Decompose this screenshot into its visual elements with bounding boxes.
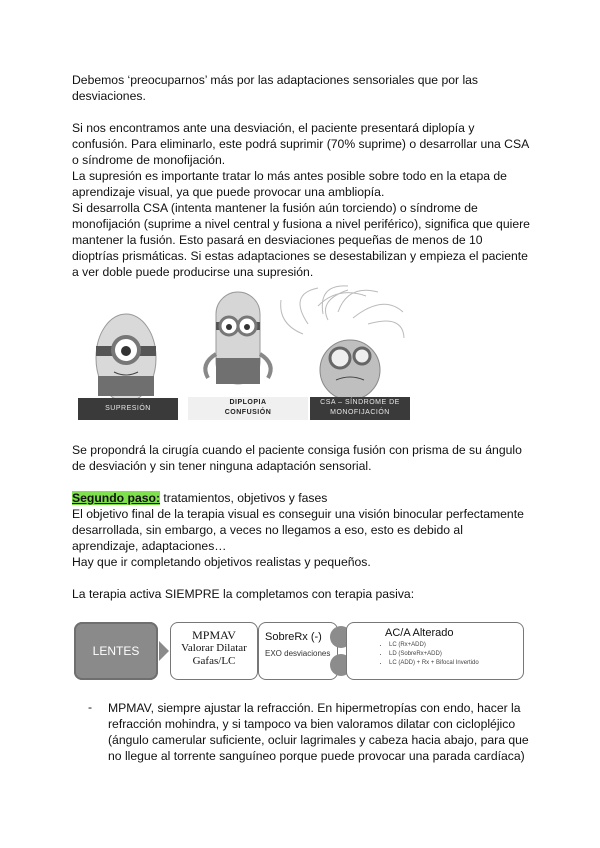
step-label: Segundo paso: [72,491,161,505]
flow-box-title: AC/A Alterado [385,627,454,639]
flow-box-sobrerx [258,622,338,680]
paragraph-text: La terapia activa SIEMPRE la completamos con terapia pasiva: [72,587,415,601]
caption-csa [310,397,410,420]
bullet-dash: - [88,700,93,714]
caption-line: MONOFIJACIÓN [330,409,390,416]
paragraph-text: Se propondrá la cirugía cuando el paciente consiga fusión con prisma de su ángulo de desviación y sin tener ninguna adaptación sensorial. [72,443,522,473]
flow-box-title: SobreRx (-) [265,631,322,643]
flow-box-lentes: LENTES [74,622,158,680]
therapy-flow-diagram [74,618,524,684]
flow-box-title: MPMAV [192,628,236,642]
paragraph-text: Si desarrolla CSA (intenta mantener la fusión aún torciendo) o síndrome de monofijación (suprime a nivel central y fusiona a nivel periférico), significa que quiere mantener la fusión. Esto pasará en desviaciones pequeñas de menos de 10 dioptrías prismáticas. Si estas adaptaciones se desestabilizan y empieza el paciente a ver doble puede producirse una supresión. [72,201,530,279]
minion-diplopia-icon [205,292,270,384]
paragraph-text: Hay que ir completando objetivos realistas y pequeños. [72,555,371,569]
flow-box-line: Gafas/LC [192,655,236,667]
paragraph-text: El objetivo final de la terapia visual es conseguir una visión binocular perfectamente desarrollada, sin embargo, a veces no llegamos a eso, esto es debido al aprendizaje, adaptaciones… [72,507,524,553]
flow-box-list [347,641,523,668]
section-heading [72,490,532,506]
caption-line: CSA – SÍNDROME DE [320,399,400,406]
flow-list-item: • LD (SobreRx+ADD) [389,650,523,659]
flow-list-item: • LC (ADD) + Rx + Bifocal Invertido [389,659,523,668]
flow-box-mpmav [170,622,258,680]
paragraph-text: Debemos ‘preocuparnos’ más por las adaptaciones sensoriales que por las desviaciones. [72,73,479,103]
paragraph-text: La supresión es importante tratar lo más antes posible sobre todo en la etapa de aprendizaje visual, ya que puede provocar una ambliopía. [72,169,507,199]
caption-line: CONFUSIÓN [224,409,272,416]
section-segundo-paso [72,490,532,570]
paragraph-desviacion [72,120,532,280]
flow-box-line: EXO desviaciones [265,649,331,658]
flow-box-aca [346,622,524,680]
caption-supresion: SUPRESIÓN [78,398,178,420]
flow-arrow-icon [159,641,169,661]
step-title: tratamientos, objetivos y fases [160,491,328,505]
caption-line: DIPLOPIA [229,399,267,406]
flow-list-item: • LC (Rx+ADD) [389,641,523,650]
caption-diplopia [188,397,308,420]
paragraph-text: Si nos encontramos ante una desviación, el paciente presentará diplopía y confusión. Para eliminarlo, este podrá suprimir (70% suprime) o desarrollar una CSA o síndrome de monofijación. [72,121,529,167]
minion-csa-icon [281,286,404,400]
paragraph-terapia [72,586,532,602]
bullet-mpmav: MPMAV, siempre ajustar la refracción. En hipermetropías con endo, hacer la refracción mohindra, y si tampoco va bien valoramos dilatar con ciclopléjico (ángulo camerular suficiente, ocluir lagrimales y cabeza hacia abajo, para que no llegue al torrente sanguíneo porque puede provocar una parada cardíaca) [108,701,529,763]
flow-box-line: Valorar Dilatar [181,642,247,654]
paragraph-cirugia [72,442,532,474]
minion-supresion-icon [96,314,156,402]
minions-illustration [78,284,408,420]
paragraph-adaptaciones [72,72,532,104]
